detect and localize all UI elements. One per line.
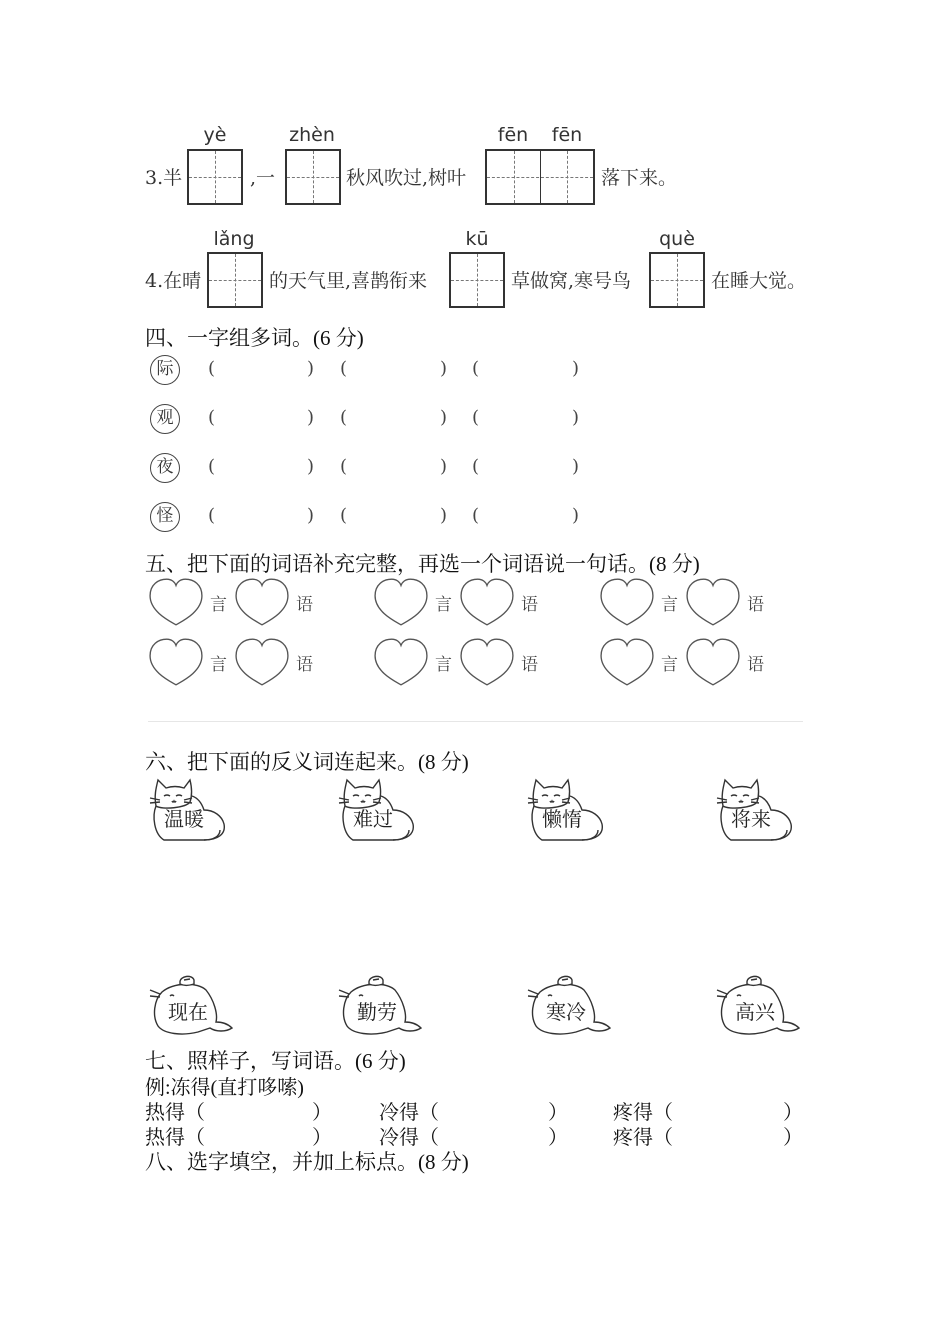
q4-text-1: 4.在晴 [145,270,202,292]
paren-close: ) [572,456,580,477]
q4-text-4: 在睡大觉。 [711,270,807,292]
paren-open: ( [340,505,348,526]
word-char-circle: 观 [150,404,180,434]
seal-word[interactable]: 现在 [168,1000,208,1024]
paren-open: ( [208,358,216,379]
pinyin-fen-1: fēn [497,124,529,146]
heart-blank[interactable] [234,577,290,627]
heart-blank[interactable] [148,577,204,627]
phrase-prefix: 疼得（ [613,1127,673,1149]
pinyin-que: què [659,228,695,250]
heart-blank[interactable] [373,637,429,687]
paren-close: ） [548,1127,568,1149]
q3-text-2: ,一 [250,167,276,189]
q4-answer-box-3[interactable] [649,252,705,308]
word-blank[interactable] [352,502,438,532]
heart-blank[interactable] [685,577,741,627]
char-yan: 言 [661,655,678,675]
char-yu: 语 [521,595,538,615]
word-blank[interactable] [484,453,570,483]
heart-blank[interactable] [685,637,741,687]
word-char-circle: 际 [150,355,180,385]
heart-blank[interactable] [599,637,655,687]
paren-close: ) [440,358,448,379]
word-blank[interactable] [484,502,570,532]
section-6-heading: 六、把下面的反义词连起来。(8 分) [145,750,469,774]
char-yan: 言 [210,595,227,615]
word-char-circle: 怪 [150,502,180,532]
word-blank[interactable] [352,453,438,483]
paren-close: ) [572,407,580,428]
pinyin-ye: yè [203,124,227,146]
heart-blank[interactable] [459,637,515,687]
phrase-blank[interactable] [679,1096,779,1120]
phrase-blank[interactable] [679,1121,779,1145]
phrase-prefix: 冷得（ [379,1102,439,1124]
word-blank[interactable] [220,404,305,434]
word-blank[interactable] [220,502,305,532]
paren-open: ( [208,505,216,526]
section-8-heading: 八、选字填空，并加上标点。(8 分) [145,1150,469,1174]
section-4-heading: 四、一字组多词。(6 分) [145,326,364,350]
phrase-blank[interactable] [211,1121,308,1145]
char-yu: 语 [747,595,764,615]
paren-open: ( [208,407,216,428]
char-yan: 言 [210,655,227,675]
paren-open: ( [340,456,348,477]
paren-close: ) [307,456,315,477]
q4-text-2: 的天气里,喜鹊衔来 [269,270,428,292]
phrase-prefix: 热得（ [145,1127,205,1149]
char-yan: 言 [435,655,452,675]
word-blank[interactable] [220,453,305,483]
paren-open: ( [472,407,480,428]
section-5-heading: 五、把下面的词语补充完整，再选一个词语说一句话。(8 分) [145,552,700,576]
heart-blank[interactable] [373,577,429,627]
q4-answer-box-1[interactable] [207,252,263,308]
seal-word[interactable]: 勤劳 [357,1000,397,1024]
paren-close: ) [440,505,448,526]
phrase-prefix: 疼得（ [613,1102,673,1124]
paren-close: ) [307,407,315,428]
paren-close: ) [307,505,315,526]
char-yu: 语 [521,655,538,675]
word-blank[interactable] [352,355,438,385]
word-blank[interactable] [484,404,570,434]
section-7-heading: 七、照样子，写词语。(6 分) [145,1049,406,1073]
seal-word[interactable]: 寒冷 [546,1000,586,1024]
phrase-prefix: 热得（ [145,1102,205,1124]
pinyin-fen-2: fēn [551,124,583,146]
heart-blank[interactable] [599,577,655,627]
word-blank[interactable] [220,355,305,385]
phrase-blank[interactable] [211,1096,308,1120]
paren-open: ( [340,358,348,379]
phrase-blank[interactable] [445,1121,544,1145]
word-blank[interactable] [352,404,438,434]
cat-word[interactable]: 将来 [731,807,771,831]
phrase-prefix: 冷得（ [379,1127,439,1149]
heart-blank[interactable] [148,637,204,687]
char-yan: 言 [661,595,678,615]
heart-blank[interactable] [234,637,290,687]
paren-close: ） [783,1127,803,1149]
section-7-example: 例:冻得(直打哆嗦) [145,1077,304,1099]
q3-text-4: 落下来。 [601,167,678,189]
char-yu: 语 [296,595,313,615]
paren-close: ) [572,358,580,379]
paren-open: ( [340,407,348,428]
q3-answer-box-3[interactable] [485,149,595,205]
paren-open: ( [472,505,480,526]
q3-answer-box-2[interactable] [285,149,341,205]
cat-word[interactable]: 懒惰 [542,807,582,831]
paren-close: ） [783,1102,803,1124]
word-blank[interactable] [484,355,570,385]
q3-text-3: 秋风吹过,树叶 [346,167,467,189]
divider [148,721,803,722]
char-yu: 语 [296,655,313,675]
paren-close: ) [440,456,448,477]
q4-text-3: 草做窝,寒号鸟 [511,270,632,292]
q3-answer-box-1[interactable] [187,149,243,205]
paren-open: ( [472,456,480,477]
paren-close: ) [572,505,580,526]
word-char-circle: 夜 [150,453,180,483]
pinyin-ku: kū [465,228,489,250]
paren-close: ) [440,407,448,428]
q4-answer-box-2[interactable] [449,252,505,308]
paren-close: ） [548,1102,568,1124]
char-yu: 语 [747,655,764,675]
pinyin-lang: lǎng [213,228,255,250]
paren-open: ( [208,456,216,477]
cat-word[interactable]: 温暖 [164,807,204,831]
phrase-blank[interactable] [445,1096,544,1120]
pinyin-zhen: zhèn [289,124,335,146]
heart-blank[interactable] [459,577,515,627]
cat-word[interactable]: 难过 [353,807,393,831]
char-yan: 言 [435,595,452,615]
seal-word[interactable]: 高兴 [735,1000,775,1024]
paren-close: ) [307,358,315,379]
paren-close: ） [312,1102,332,1124]
paren-close: ） [312,1127,332,1149]
q3-text-1: 3.半 [145,167,183,189]
paren-open: ( [472,358,480,379]
